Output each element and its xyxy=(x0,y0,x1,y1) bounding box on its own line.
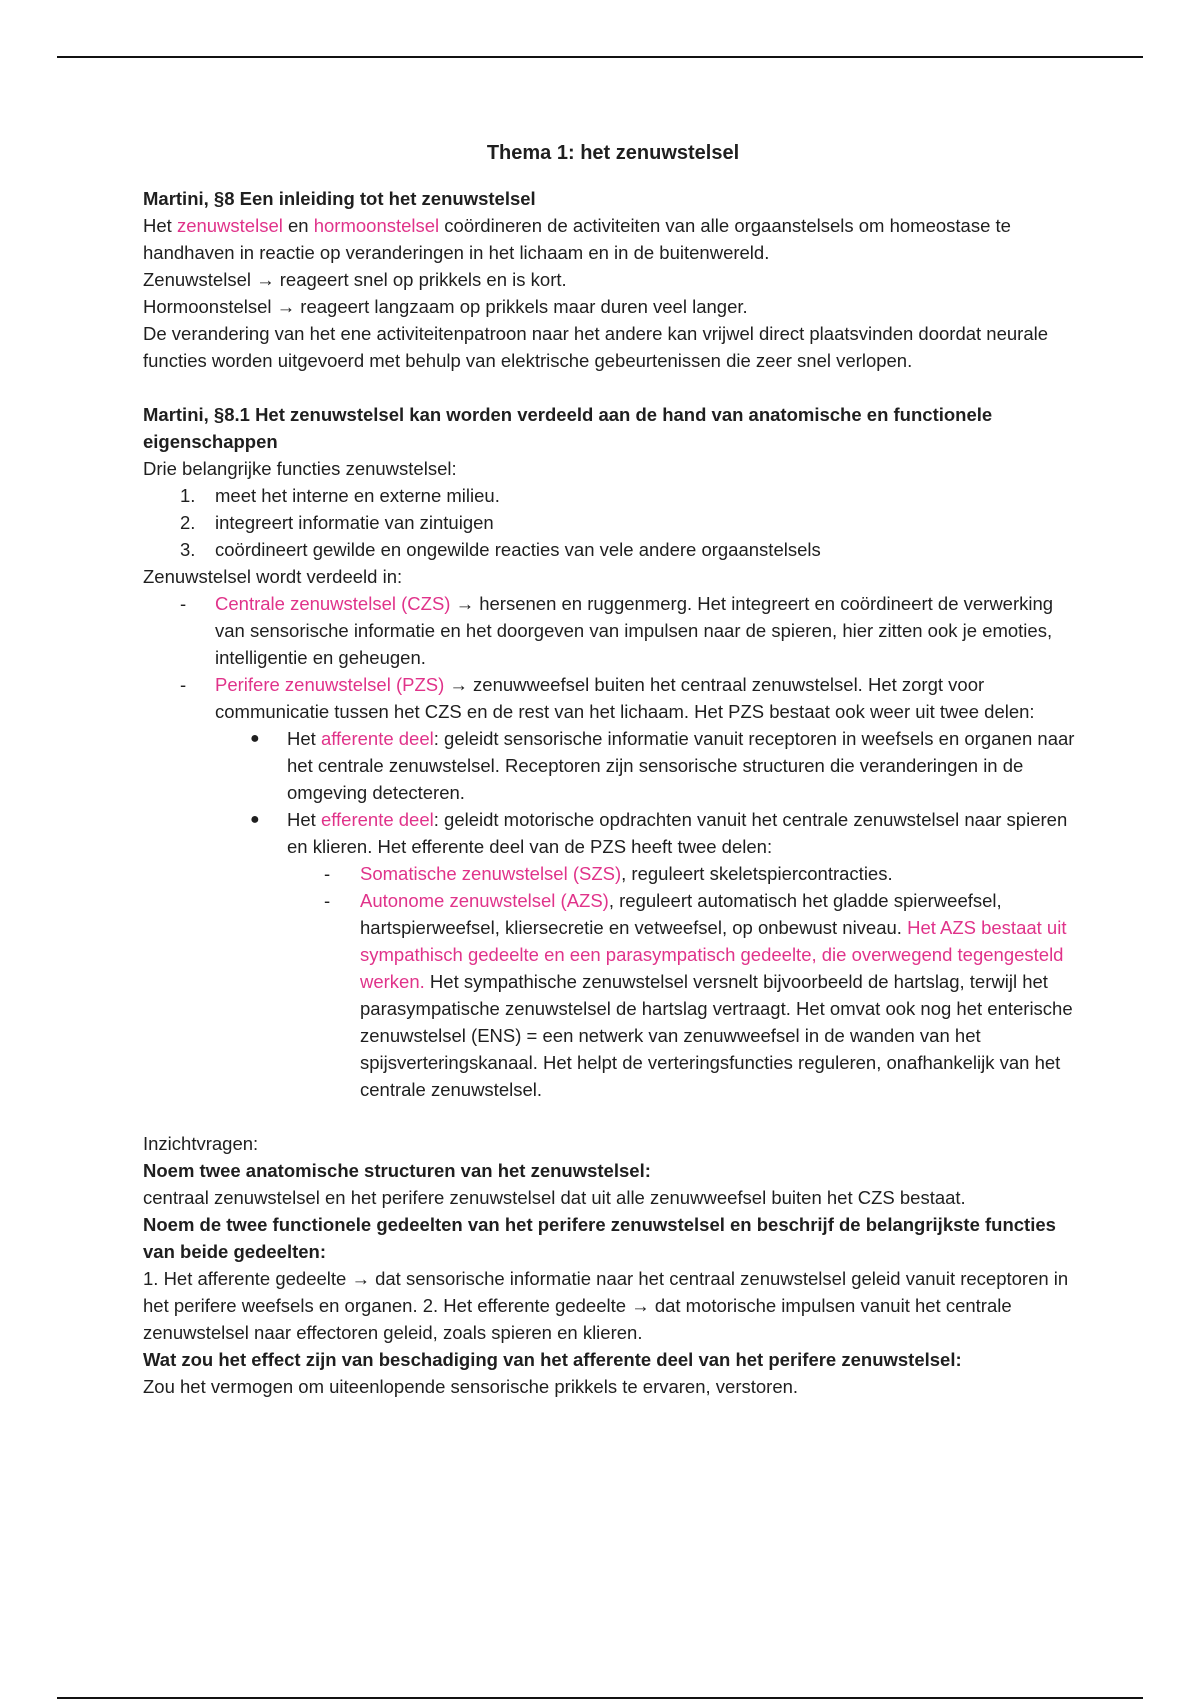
list-item: 1. meet het interne en externe milieu. xyxy=(180,485,500,506)
term-pzs: Perifere zenuwstelsel (PZS) xyxy=(215,674,445,695)
question-1: Noem twee anatomische structuren van het zenuwstelsel: xyxy=(143,1160,651,1181)
document-page xyxy=(143,140,1083,1400)
term-zenuwstelsel: zenuwstelsel xyxy=(176,215,283,236)
division-list xyxy=(143,590,1083,1103)
term-szs: Somatische zenuwstelsel (SZS) xyxy=(360,863,622,884)
term-azs: Autonome zenuwstelsel (AZS) xyxy=(360,890,609,911)
list-item: 3. coördineert gewilde en ongewilde reacties van vele andere orgaanstelsels xyxy=(180,539,821,560)
term-efferent: efferente deel xyxy=(320,809,434,830)
section-heading-1: Martini, §8 Een inleiding tot het zenuwstelsel xyxy=(143,188,536,209)
list-item-azs: - Autonome zenuwstelsel (AZS), reguleert automatisch het gladde spierweefsel, hartspierweefsel, kliersecretie en vetweefsel, op onbewust niveau. Het AZS bestaat uit sympathisch gedeelte en een parasympatisch gedeelte, die overwegend tegengesteld werken. Het sympathische zenuwstelsel versnelt bijvoorbeeld de hartslag, terwijl het parasympatische zenuwstelsel de hartslag vertraagt. Het omvat ook nog het enterische zenuwstelsel (ENS) = een netwerk van zenuwweefsel in de wanden van het spijsverteringskanaal. Het helpt de verteringsfuncties reguleren, onafhankelijk van het centrale zenuwstelsel. xyxy=(324,890,1073,1100)
question-2: Noem de twee functionele gedeelten van het perifere zenuwstelsel en beschrijf de belangrijkste functies van beide gedeelten: xyxy=(143,1214,1056,1262)
list-item-afferent: ● Het afferente deel: geleidt sensorische informatie vanuit receptoren in weefsels en organen naar het centrale zenuwstelsel. Receptoren zijn sensorische structuren die veranderingen in de omgeving detecteren. xyxy=(250,728,1075,803)
header-rule xyxy=(57,56,1143,58)
footer-rule xyxy=(57,1697,1143,1699)
divided-intro: Zenuwstelsel wordt verdeeld in: xyxy=(143,566,403,587)
list-item-efferent: ● Het efferente deel: geleidt motorische opdrachten vanuit het centrale zenuwstelsel naar spieren en klieren. Het efferente deel van de PZS heeft twee delen: - Somatische zenuwstelsel (SZS), reguleert skeletspiercontracties. - Autonome zenuwstelsel (AZS), reguleert automatisch het gladde spierweefsel, hartspierweefsel, kliersecretie en vetweefsel, op onbewust niveau. Het AZS bestaat uit sympathisch gedeelte en een parasympatisch gedeelte, die overwegend tegengesteld werken. Het sympathische zenuwstelsel versnelt bijvoorbeeld de hartslag, terwijl het parasympatische zenuwstelsel de hartslag vertraagt. Het omvat ook nog het enterische zenuwstelsel (ENS) = een netwerk van zenuwweefsel in de wanden van het spijsverteringskanaal. Het helpt de verteringsfuncties reguleren, onafhankelijk van het centrale zenuwstelsel. xyxy=(215,806,1083,1103)
paragraph-zenuwstelsel: Zenuwstelsel → reageert snel op prikkels en is kort. xyxy=(143,269,567,290)
pzs-parts-list xyxy=(215,725,1083,1103)
paragraph-verandering: De verandering van het ene activiteitenpatroon naar het andere kan vrijwel direct plaatsvinden doordat neurale functies worden uitgevoerd met behulp van elektrische gebeurtenissen die zeer snel verlopen. xyxy=(143,323,1049,371)
answer-1: centraal zenuwstelsel en het perifere zenuwstelsel dat uit alle zenuwweefsel buiten het CZS bestaat. xyxy=(143,1187,966,1208)
paragraph-hormoonstelsel: Hormoonstelsel → reageert langzaam op prikkels maar duren veel langer. xyxy=(143,296,748,317)
list-item-czs: - Centrale zenuwstelsel (CZS) → hersenen en ruggenmerg. Het integreert en coördineert de verwerking van sensorische informatie en het doorgeven van impulsen naar de spieren, hier zitten ook je emoties, intelligentie en geheugen. xyxy=(180,593,1054,668)
term-afferent: afferente deel xyxy=(320,728,434,749)
questions-intro: Inzichtvragen: xyxy=(143,1133,259,1154)
answer-3: Zou het vermogen om uiteenlopende sensorische prikkels te ervaren, verstoren. xyxy=(143,1376,799,1397)
efferent-parts-list xyxy=(287,860,1083,1103)
azs-highlight: Het AZS bestaat uit sympathisch gedeelte en een parasympatisch gedeelte, die overwegend tegengesteld werken. xyxy=(360,917,1067,992)
functions-intro: Drie belangrijke functies zenuwstelsel: xyxy=(143,458,457,479)
document-title: Thema 1: het zenuwstelsel xyxy=(486,142,740,164)
list-item-pzs: - Perifere zenuwstelsel (PZS) → zenuwweefsel buiten het centraal zenuwstelsel. Het zorgt voor communicatie tussen het CZS en de rest van het lichaam. Het PZS bestaat ook weer uit twee delen: ● Het afferente deel: geleidt sensorische informatie vanuit receptoren in weefsels en organen naar het centrale zenuwstelsel. Receptoren zijn sensorische structuren die veranderingen in de omgeving detecteren. ● Het efferente deel: geleidt motorische opdrachten vanuit het centrale zenuwstelsel naar spieren en klieren. Het efferente deel van de PZS heeft twee delen: - Somatische zenuwstelsel (SZS), reguleert skeletspiercontracties. - Autonome zenuwstelsel (AZS), reguleert automatisch het gladde spierweefsel, hartspierweefsel, kliersecretie en vetweefsel, op onbewust niveau. Het AZS bestaat uit sympathisch gedeelte en een parasympatisch gedeelte, die overwegend tegengesteld werken. Het sympathische zenuwstelsel versnelt bijvoorbeeld de hartslag, terwijl het parasympatische zenuwstelsel de hartslag vertraagt. Het omvat ook nog het enterische zenuwstelsel (ENS) = een netwerk van zenuwweefsel in de wanden van het spijsverteringskanaal. Het helpt de verteringsfuncties reguleren, onafhankelijk van het centrale zenuwstelsel. xyxy=(143,671,1083,1103)
term-czs: Centrale zenuwstelsel (CZS) xyxy=(215,593,451,614)
term-hormoonstelsel: hormoonstelsel xyxy=(313,215,440,236)
section-heading-2: Martini, §8.1 Het zenuwstelsel kan worden verdeeld aan de hand van anatomische en functionele eigenschappen xyxy=(143,404,993,452)
list-item: 2. integreert informatie van zintuigen xyxy=(180,512,494,533)
intro-paragraph: Het zenuwstelsel en hormoonstelsel coördineren de activiteiten van alle orgaanstelsels om homeostase te handhaven in reactie op veranderingen in het lichaam en in de buitenwereld. xyxy=(143,215,1011,263)
list-item-szs: - Somatische zenuwstelsel (SZS), reguleert skeletspiercontracties. xyxy=(324,863,893,884)
question-3: Wat zou het effect zijn van beschadiging van het afferente deel van het perifere zenuwstelsel: xyxy=(143,1349,962,1370)
functions-list xyxy=(143,482,1083,563)
answer-2: 1. Het afferente gedeelte → dat sensorische informatie naar het centraal zenuwstelsel geleid vanuit receptoren in het perifere weefsels en organen. 2. Het efferente gedeelte → dat motorische impulsen vanuit het centrale zenuwstelsel naar effectoren geleid, zoals spieren en klieren. xyxy=(143,1268,1069,1343)
